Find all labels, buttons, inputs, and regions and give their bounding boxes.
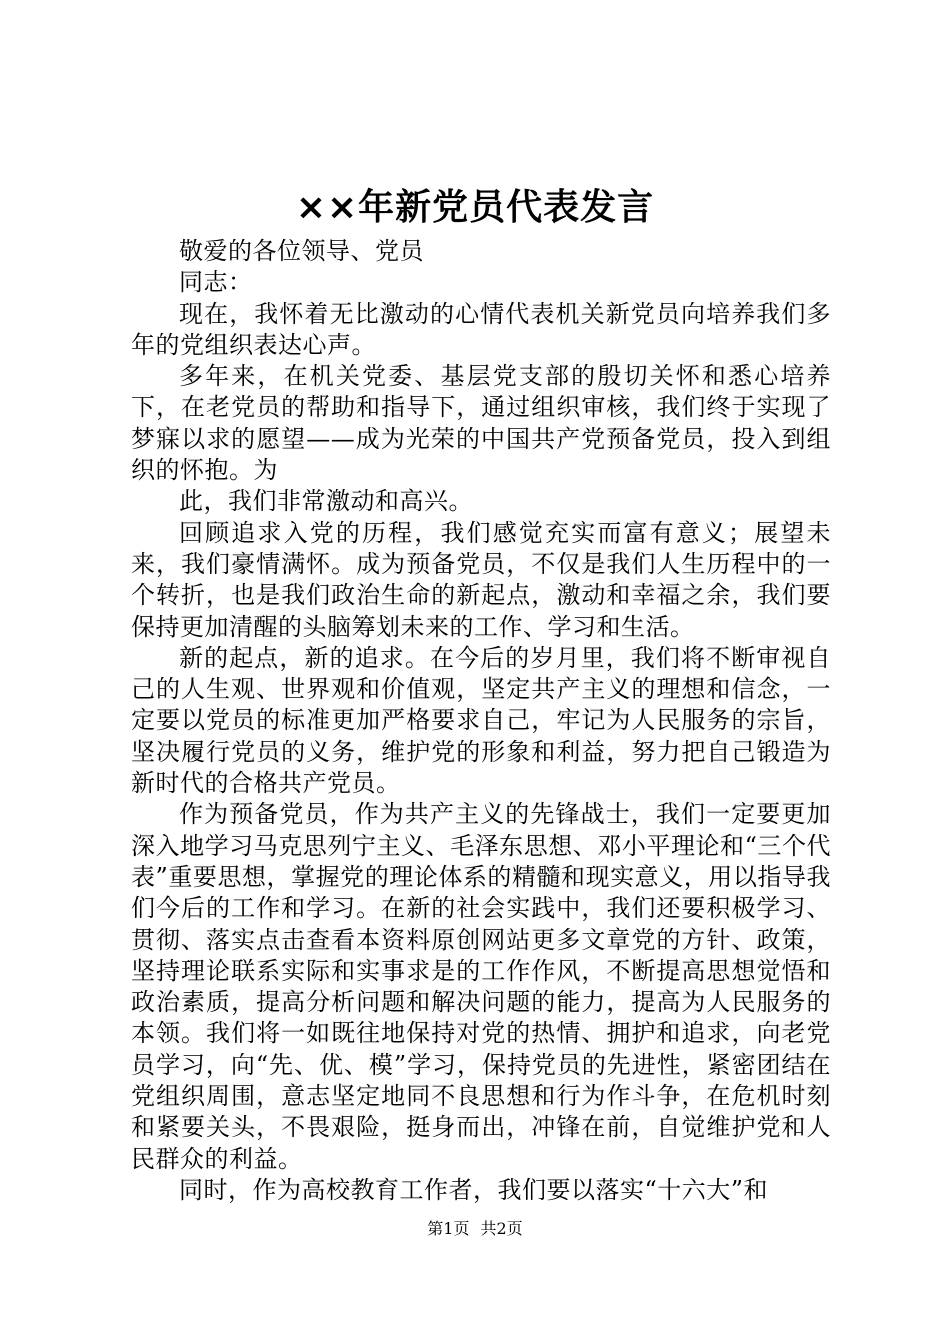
salutation-line-1: 敬爱的各位领导、党员 xyxy=(179,237,424,265)
body-paragraph: 新的起点，新的追求。在今后的岁月里，我们将不断审视自己的人生观、世界观和价值观，坚定共产主义的理想和信念，一定要以党员的标准更加严格要求自己，牢记为人民服务的宗旨，坚决履行党员的义务，维护党的形象和利益，努力把自己锻造为新时代的合格共产党员。 xyxy=(131,643,831,798)
page-footer xyxy=(0,1218,950,1240)
page-number: 第1页 xyxy=(427,1219,470,1238)
document-title: ××年新党员代表发言 xyxy=(295,187,655,228)
page-total: 共2页 xyxy=(480,1219,523,1238)
body-paragraph: 多年来，在机关党委、基层党支部的殷切关怀和悉心培养下，在老党员的帮助和指导下，通过组织审核，我们终于实现了梦寐以求的愿望——成为光荣的中国共产党预备党员，投入到组织的怀抱。为 xyxy=(131,362,831,485)
body-paragraph: 此，我们非常激动和高兴。 xyxy=(179,487,473,516)
salutation-line-2: 同志： xyxy=(179,268,253,297)
body-paragraph: 现在，我怀着无比激动的心情代表机关新党员向培养我们多年的党组织表达心声。 xyxy=(131,299,831,359)
body-paragraph: 回顾追求入党的历程，我们感觉充实而富有意义；展望未来，我们豪情满怀。成为预备党员，不仅是我们人生历程中的一个转折，也是我们政治生命的新起点，激动和幸福之余，我们要保持更加清醒的头脑筹划未来的工作、学习和生活。 xyxy=(131,518,831,641)
document-body xyxy=(131,236,831,1206)
body-paragraph: 作为预备党员，作为共产主义的先锋战士，我们一定要更加深入地学习马克思列宁主义、毛泽东思想、邓小平理论和“三个代表”重要思想，掌握党的理论体系的精髓和现实意义，用以指导我们今后的工作和学习。在新的社会实践中，我们还要积极学习、贯彻、落实点击查看本资料原创网站更多文章党的方针、政策，坚持理论联系实际和实事求是的工作作风，不断提高思想觉悟和政治素质，提高分析问题和解决问题的能力，提高为人民服务的本领。我们将一如既往地保持对党的热情、拥护和追求，向老党员学习，向“先、优、模”学习，保持党员的先进性，紧密团结在党组织周围，意志坚定地同不良思想和行为作斗争，在危机时刻和紧要关头，不畏艰险，挺身而出，冲锋在前，自觉维护党和人民群众的利益。 xyxy=(131,800,831,1173)
body-paragraph: 同时，作为高校教育工作者，我们要以落实“十六大”和 xyxy=(179,1175,769,1204)
